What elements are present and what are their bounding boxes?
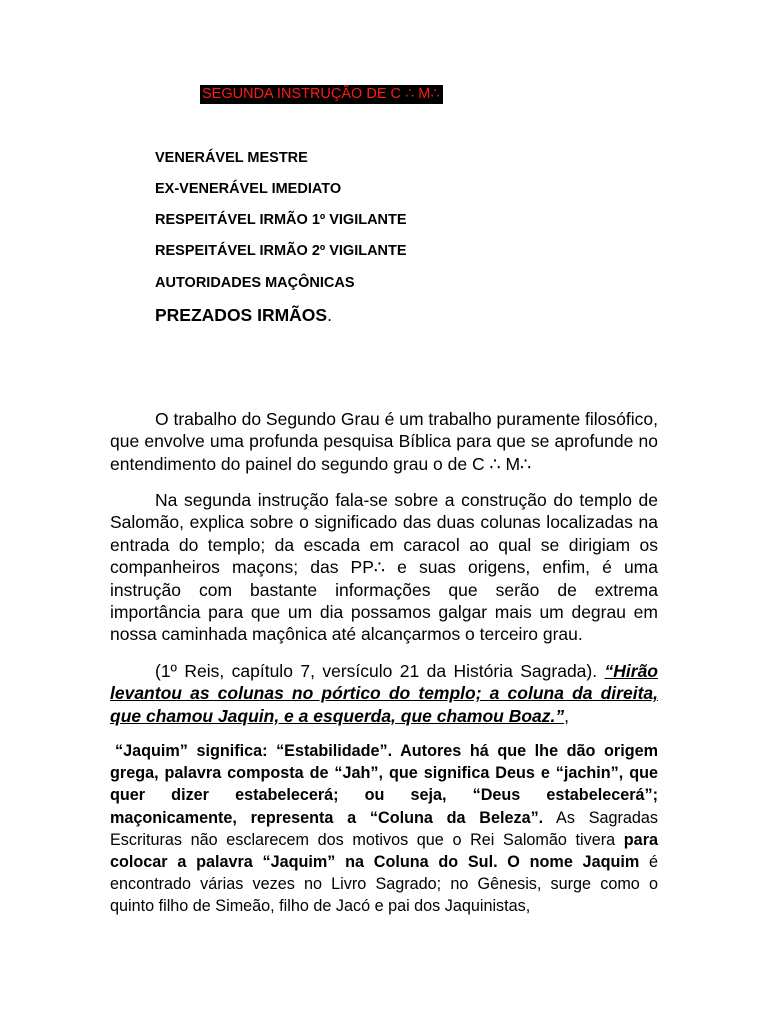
paragraph-3-end: , <box>564 705 570 726</box>
document-title: SEGUNDA INSTRUÇÃO DE C ∴ M∴ <box>200 85 443 104</box>
paragraph-4 <box>110 740 658 918</box>
bible-quote: “Hirão levantou as colunas no pórtico do templo; a coluna da direita, que chamou Jaquin, e a esquerda, que chamou Boaz.” <box>110 661 658 726</box>
greeting-period: . <box>327 305 332 325</box>
paragraph-2-text: Na segunda instrução fala-se sobre a construção do templo de Salomão, explica sobre o significado das duas colunas localizadas na entrada do templo; da escada em caracol ao qual se dirigiam os companheiros maçons; das PP∴ e suas origens, enfim, é uma instrução com bastante informações que serão de extrema importância para que um dia possamos galgar mais um degrau em nossa caminhada maçônica até alcançarmos o terceiro grau. <box>110 490 658 645</box>
addressee-first-warden: RESPEITÁVEL IRMÃO 1º VIGILANTE <box>155 212 407 228</box>
jaquim-south-column: para colocar a palavra “Jaquim” na Coluna do Sul. O nome Jaquim <box>110 830 658 872</box>
title-block <box>200 85 443 104</box>
jaquim-definition: “Jaquim” significa: “Estabilidade”. Autores há que lhe dão origem grega, palavra composta de “Jah”, que significa Deus e “jachin”, que quer dizer estabelecerá; ou seja, “Deus estabelecerá”; maçonicamente, representa a “Coluna da Beleza”. <box>110 742 658 827</box>
paragraph-4-text <box>110 740 658 918</box>
greeting <box>155 304 332 326</box>
addressee-second-warden: RESPEITÁVEL IRMÃO 2º VIGILANTE <box>155 243 407 259</box>
addressee-venerable-master: VENERÁVEL MESTRE <box>155 150 308 166</box>
bible-reference: (1º Reis, capítulo 7, versículo 21 da História Sagrada). <box>155 661 605 681</box>
paragraph-1 <box>110 408 658 475</box>
paragraph-2 <box>110 489 658 646</box>
addressee-ex-venerable: EX-VENERÁVEL IMEDIATO <box>155 181 342 197</box>
addressee-authorities: AUTORIDADES MAÇÔNICAS <box>155 275 355 291</box>
paragraph-3 <box>110 660 658 727</box>
paragraph-1-text: O trabalho do Segundo Grau é um trabalho puramente filosófico, que envolve uma profunda pesquisa Bíblica para que se aprofunde no entendimento do painel do segundo grau o de C ∴ M∴ <box>110 409 658 474</box>
greeting-text: PREZADOS IRMÃOS <box>155 305 328 325</box>
paragraph-4-part-2: As Sagradas Escrituras não esclarecem dos motivos que o Rei Salomão tivera <box>110 808 658 849</box>
paragraph-3-text <box>110 660 658 727</box>
paragraph-4-part-4: é encontrado várias vezes no Livro Sagrado; no Gênesis, surge como o quinto filho de Simeão, filho de Jacó e pai dos Jaquinistas, <box>110 853 658 916</box>
